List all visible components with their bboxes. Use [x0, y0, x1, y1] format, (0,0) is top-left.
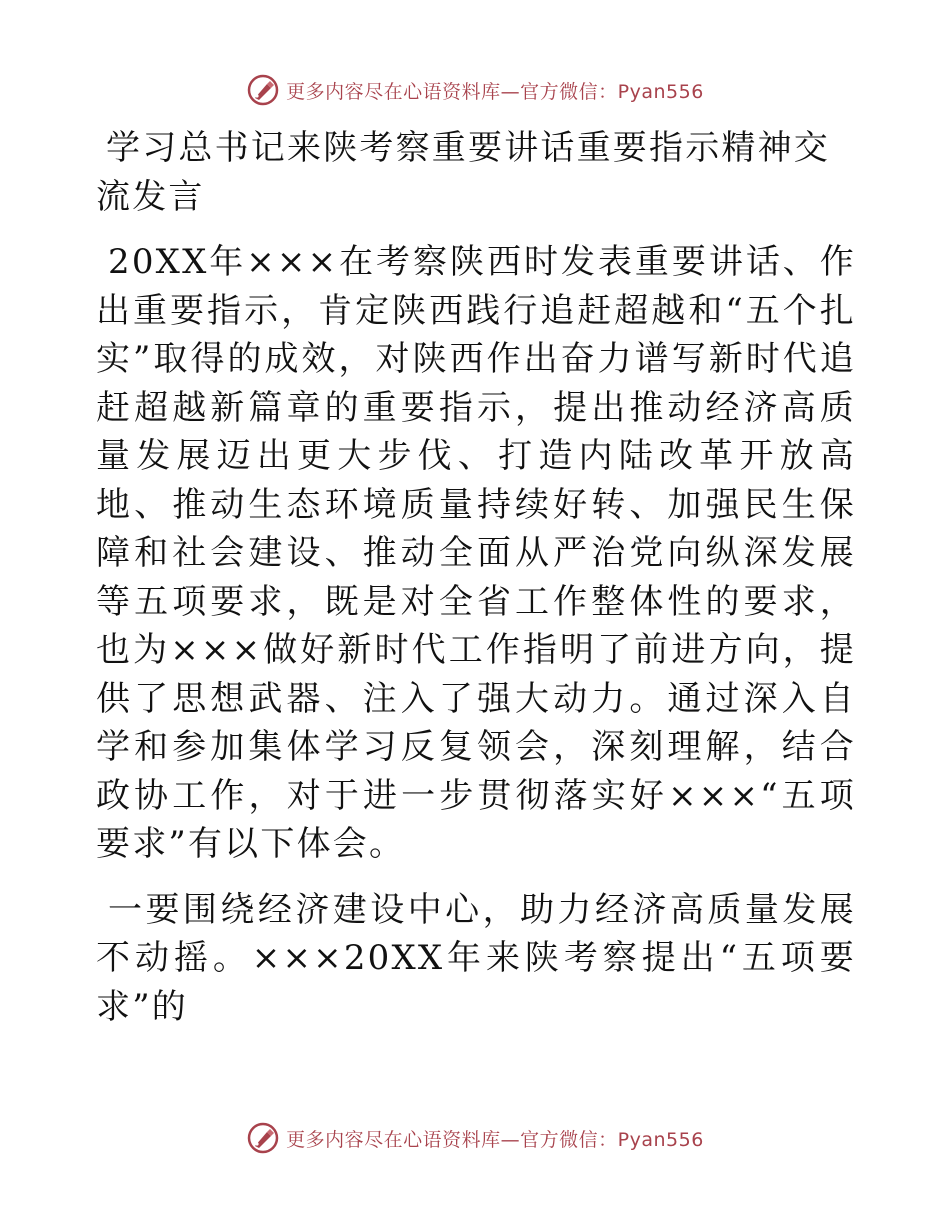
- footer-watermark: [0, 1118, 950, 1158]
- pen-nib-logo-icon: [246, 73, 280, 107]
- paragraph-intro: 20XX年×××在考察陕西时发表重要讲话、作出重要指示，肯定陕西践行追赶超越和“五个扎实”取得的成效，对陕西作出奋力谱写新时代追赶超越新篇章的重要指示，提出推动经济高质量发展迈出更大步伐、打造内陆改革开放高地、推动生态环境质量持续好转、加强民生保障和社会建设、推动全面从严治党向纵深发展等五项要求，既是对全省工作整体性的要求，也为×××做好新时代工作指明了前进方向，提供了思想武器、注入了强大动力。通过深入自学和参加集体学习反复领会，深刻理解，结合政协工作，对于进一步贯彻落实好×××“五项要求”有以下体会。: [96, 242, 856, 864]
- document-title: 学习总书记来陕考察重要讲话重要指示精神交流发言: [96, 128, 830, 217]
- paragraph-point-one: 一要围绕经济建设中心，助力经济高质量发展不动摇。×××20XX年来陕考察提出“五项要求”的: [96, 889, 856, 1027]
- document-body: [96, 124, 856, 1048]
- watermark-text: 更多内容尽在心语资料库—官方微信：Pyan556: [286, 1128, 704, 1151]
- pen-nib-logo-icon: [246, 1121, 280, 1155]
- header-watermark: [0, 70, 950, 110]
- watermark-text: 更多内容尽在心语资料库—官方微信：Pyan556: [286, 80, 704, 103]
